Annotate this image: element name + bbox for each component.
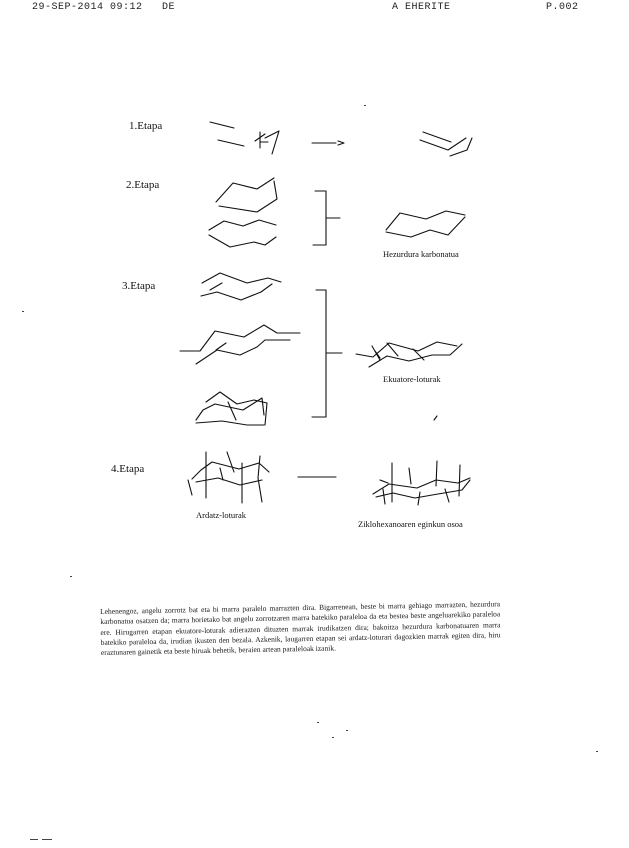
caption-ekuatore-loturak: Ekuatore-loturak bbox=[383, 374, 441, 384]
stage-2-bracket bbox=[313, 191, 340, 245]
fax-datetime: 29-SEP-2014 09:12 bbox=[32, 2, 143, 13]
stage-3-chair-3 bbox=[196, 392, 267, 425]
scan-speck bbox=[596, 751, 598, 752]
stage-3-chair-1 bbox=[201, 273, 281, 300]
stage-4-left-chair bbox=[188, 452, 269, 503]
fax-recipient: A EHERITE bbox=[392, 2, 451, 13]
fax-page-number: P.002 bbox=[546, 2, 579, 13]
caption-ardatz-loturak: Ardatz-loturak bbox=[196, 510, 247, 520]
stage-3-bracket bbox=[312, 290, 342, 417]
stray-mark bbox=[434, 416, 437, 420]
scan-speck bbox=[42, 839, 52, 840]
stage-1-start-lines bbox=[210, 122, 279, 154]
stage-2-result bbox=[386, 211, 465, 237]
stage-3-result bbox=[356, 342, 462, 367]
scan-speck bbox=[30, 839, 38, 840]
caption-hezurdura-karbonatua: Hezurdura karbonatua bbox=[383, 249, 459, 259]
stage-1-label: 1.Etapa bbox=[129, 120, 163, 132]
scan-speck bbox=[364, 105, 366, 106]
stage-1-arrow bbox=[312, 141, 344, 145]
stage-4-result bbox=[373, 461, 470, 505]
scan-speck bbox=[332, 737, 334, 738]
fax-sender-code: DE bbox=[162, 2, 176, 13]
stage-2-label: 2.Etapa bbox=[126, 179, 160, 191]
stage-1-result bbox=[420, 132, 472, 156]
stage-2-skeleton-bottom bbox=[209, 220, 276, 247]
explanation-paragraph: Lehenengoz, angelu zorrotz bat eta bi marra paralelo marrazten dira. Bigarrenean, beste bi marra gehiago marrazten, hezurdura karbonatua osatzen da; marra horietako bat angelu zorrotzaren marra batekiko paraleloa da eta bestea beste angeluarekiko paraleloa ere. Hirugarren etapan ekuatore-loturak adierazten dituzten marrak irudikatzen dira; bakoitza hezurdura karbonatuaren marra batekiko paraleloa da, irudian ikusten den bezala. Azkenik, laugarren etapan sei ardatz-loturari dagozkien marrak egiten dira, hiru eraztunaren gainetik eta beste hiruak behetik, beraien artean paraleloak izanik. bbox=[100, 599, 501, 658]
stage-3-label: 3.Etapa bbox=[122, 280, 156, 292]
scan-speck bbox=[346, 730, 348, 731]
caption-ziklohexanoaren-eginkun-osoa: Ziklohexanoaren eginkun osoa bbox=[358, 519, 463, 529]
scan-speck bbox=[22, 311, 24, 312]
scan-speck bbox=[70, 576, 72, 577]
stage-2-skeleton-top bbox=[216, 178, 277, 212]
scan-speck bbox=[317, 722, 319, 723]
stage-4-label: 4.Etapa bbox=[111, 463, 145, 475]
stage-3-chair-2 bbox=[180, 325, 300, 364]
